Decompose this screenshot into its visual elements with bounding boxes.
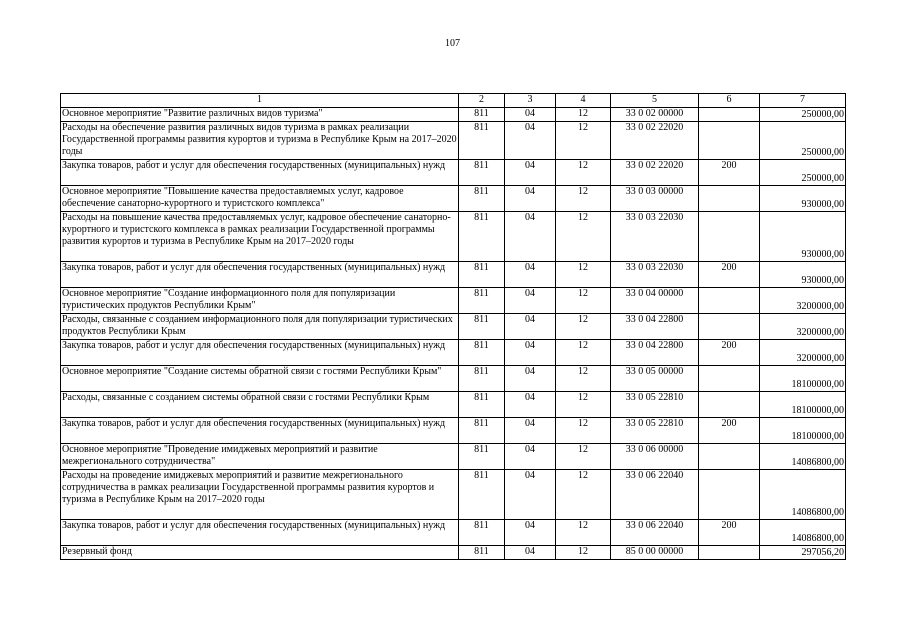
row-amount-cell: 3200000,00 bbox=[760, 314, 846, 340]
column-header-row bbox=[61, 94, 846, 108]
row-code-cell: 12 bbox=[556, 520, 611, 546]
row-code-cell: 33 0 04 22800 bbox=[611, 314, 699, 340]
row-code-cell: 04 bbox=[505, 186, 556, 212]
row-code-cell: 12 bbox=[556, 366, 611, 392]
row-amount-cell: 18100000,00 bbox=[760, 392, 846, 418]
row-code-cell: 33 0 05 00000 bbox=[611, 366, 699, 392]
row-code-cell: 33 0 06 22040 bbox=[611, 470, 699, 520]
row-code-cell: 12 bbox=[556, 262, 611, 288]
row-code-cell bbox=[699, 366, 760, 392]
row-code-cell: 12 bbox=[556, 314, 611, 340]
row-name-cell: Расходы на обеспечение развития различных видов туризма в рамках реализации Государственной программы развития курортов и туризма в Республике Крым на 2017–2020 годы bbox=[61, 122, 459, 160]
budget-table bbox=[60, 93, 846, 560]
row-code-cell: 12 bbox=[556, 186, 611, 212]
row-code-cell: 12 bbox=[556, 108, 611, 122]
row-code-cell: 12 bbox=[556, 418, 611, 444]
row-code-cell: 33 0 05 22810 bbox=[611, 392, 699, 418]
table-row bbox=[61, 160, 846, 186]
row-code-cell: 33 0 02 22020 bbox=[611, 160, 699, 186]
row-name-cell: Резервный фонд bbox=[61, 546, 459, 560]
row-code-cell: 04 bbox=[505, 470, 556, 520]
row-code-cell: 811 bbox=[459, 108, 505, 122]
table-row bbox=[61, 520, 846, 546]
row-name-cell: Закупка товаров, работ и услуг для обеспечения государственных (муниципальных) нужд bbox=[61, 262, 459, 288]
row-code-cell bbox=[699, 314, 760, 340]
row-code-cell: 811 bbox=[459, 392, 505, 418]
row-code-cell: 12 bbox=[556, 444, 611, 470]
row-code-cell: 811 bbox=[459, 340, 505, 366]
row-code-cell: 04 bbox=[505, 262, 556, 288]
row-name-cell: Основное мероприятие "Создание системы обратной связи с гостями Республики Крым" bbox=[61, 366, 459, 392]
row-code-cell: 811 bbox=[459, 520, 505, 546]
row-amount-cell: 18100000,00 bbox=[760, 418, 846, 444]
row-code-cell: 04 bbox=[505, 288, 556, 314]
table-row bbox=[61, 108, 846, 122]
row-code-cell: 33 0 06 22040 bbox=[611, 520, 699, 546]
row-code-cell: 33 0 02 00000 bbox=[611, 108, 699, 122]
row-amount-cell: 14086800,00 bbox=[760, 470, 846, 520]
table-row bbox=[61, 212, 846, 262]
row-name-cell: Закупка товаров, работ и услуг для обеспечения государственных (муниципальных) нужд bbox=[61, 340, 459, 366]
row-name-cell: Расходы, связанные с созданием системы обратной связи с гостями Республики Крым bbox=[61, 392, 459, 418]
row-code-cell: 811 bbox=[459, 122, 505, 160]
row-code-cell: 33 0 03 22030 bbox=[611, 212, 699, 262]
table-row bbox=[61, 444, 846, 470]
row-amount-cell: 930000,00 bbox=[760, 262, 846, 288]
table-row bbox=[61, 122, 846, 160]
row-amount-cell: 250000,00 bbox=[760, 160, 846, 186]
row-amount-cell: 3200000,00 bbox=[760, 288, 846, 314]
row-code-cell bbox=[699, 288, 760, 314]
row-code-cell: 33 0 02 22020 bbox=[611, 122, 699, 160]
row-code-cell: 811 bbox=[459, 444, 505, 470]
row-code-cell: 04 bbox=[505, 520, 556, 546]
row-code-cell bbox=[699, 392, 760, 418]
row-code-cell bbox=[699, 470, 760, 520]
row-code-cell: 12 bbox=[556, 160, 611, 186]
row-code-cell: 04 bbox=[505, 314, 556, 340]
column-header: 3 bbox=[505, 94, 556, 108]
row-amount-cell: 3200000,00 bbox=[760, 340, 846, 366]
row-code-cell bbox=[699, 108, 760, 122]
row-code-cell bbox=[699, 122, 760, 160]
row-code-cell: 811 bbox=[459, 186, 505, 212]
row-code-cell: 811 bbox=[459, 546, 505, 560]
row-code-cell: 200 bbox=[699, 340, 760, 366]
table-row bbox=[61, 366, 846, 392]
row-code-cell: 12 bbox=[556, 340, 611, 366]
row-code-cell: 200 bbox=[699, 418, 760, 444]
row-code-cell: 04 bbox=[505, 212, 556, 262]
row-code-cell bbox=[699, 546, 760, 560]
row-code-cell: 12 bbox=[556, 122, 611, 160]
row-code-cell: 85 0 00 00000 bbox=[611, 546, 699, 560]
column-header: 1 bbox=[61, 94, 459, 108]
row-code-cell: 811 bbox=[459, 262, 505, 288]
row-code-cell: 811 bbox=[459, 366, 505, 392]
table-row bbox=[61, 340, 846, 366]
row-code-cell: 33 0 04 00000 bbox=[611, 288, 699, 314]
row-code-cell: 811 bbox=[459, 212, 505, 262]
row-amount-cell: 14086800,00 bbox=[760, 444, 846, 470]
row-code-cell: 200 bbox=[699, 262, 760, 288]
row-amount-cell: 297056,20 bbox=[760, 546, 846, 560]
row-code-cell: 811 bbox=[459, 314, 505, 340]
column-header: 6 bbox=[699, 94, 760, 108]
row-code-cell: 33 0 05 22810 bbox=[611, 418, 699, 444]
table-row bbox=[61, 262, 846, 288]
row-code-cell: 04 bbox=[505, 546, 556, 560]
row-name-cell: Расходы, связанные с созданием информационного поля для популяризации туристических продуктов Республики Крым bbox=[61, 314, 459, 340]
row-name-cell: Расходы на повышение качества предоставляемых услуг, кадровое обеспечение санаторно-курортного и туристского комплекса в рамках реализации Государственной программы развития курортов и туризма в Республике Крым на 2017–2020 годы bbox=[61, 212, 459, 262]
row-code-cell: 04 bbox=[505, 444, 556, 470]
row-code-cell: 12 bbox=[556, 546, 611, 560]
row-name-cell: Закупка товаров, работ и услуг для обеспечения государственных (муниципальных) нужд bbox=[61, 520, 459, 546]
table-row bbox=[61, 546, 846, 560]
row-code-cell: 811 bbox=[459, 418, 505, 444]
table-row bbox=[61, 392, 846, 418]
row-code-cell: 12 bbox=[556, 392, 611, 418]
row-amount-cell: 18100000,00 bbox=[760, 366, 846, 392]
row-code-cell: 200 bbox=[699, 520, 760, 546]
row-code-cell: 33 0 06 00000 bbox=[611, 444, 699, 470]
column-header: 2 bbox=[459, 94, 505, 108]
row-code-cell: 04 bbox=[505, 108, 556, 122]
row-code-cell: 33 0 03 00000 bbox=[611, 186, 699, 212]
row-code-cell: 04 bbox=[505, 160, 556, 186]
column-header: 7 bbox=[760, 94, 846, 108]
row-amount-cell: 930000,00 bbox=[760, 212, 846, 262]
row-code-cell: 200 bbox=[699, 160, 760, 186]
row-amount-cell: 250000,00 bbox=[760, 122, 846, 160]
row-code-cell: 04 bbox=[505, 122, 556, 160]
row-code-cell: 811 bbox=[459, 288, 505, 314]
row-code-cell: 12 bbox=[556, 212, 611, 262]
row-code-cell: 811 bbox=[459, 160, 505, 186]
row-code-cell bbox=[699, 212, 760, 262]
row-name-cell: Закупка товаров, работ и услуг для обеспечения государственных (муниципальных) нужд bbox=[61, 418, 459, 444]
table-row bbox=[61, 314, 846, 340]
row-name-cell: Закупка товаров, работ и услуг для обеспечения государственных (муниципальных) нужд bbox=[61, 160, 459, 186]
page-number: 107 bbox=[445, 38, 460, 49]
row-name-cell: Расходы на проведение имиджевых мероприятий и развитие межрегионального сотрудничества в рамках реализации Государственной программы развития курортов и туризма в Республике Крым на 2017–2020 годы bbox=[61, 470, 459, 520]
table-row bbox=[61, 418, 846, 444]
table-row bbox=[61, 288, 846, 314]
row-code-cell: 04 bbox=[505, 366, 556, 392]
row-name-cell: Основное мероприятие "Проведение имиджевых мероприятий и развитие межрегионального сотрудничества" bbox=[61, 444, 459, 470]
row-code-cell: 12 bbox=[556, 288, 611, 314]
row-code-cell: 811 bbox=[459, 470, 505, 520]
row-code-cell bbox=[699, 444, 760, 470]
row-code-cell: 04 bbox=[505, 418, 556, 444]
table-row bbox=[61, 186, 846, 212]
row-name-cell: Основное мероприятие "Повышение качества предоставляемых услуг, кадровое обеспечение санаторно-курортного и туристского комплекса" bbox=[61, 186, 459, 212]
row-code-cell: 12 bbox=[556, 470, 611, 520]
row-name-cell: Основное мероприятие "Создание информационного поля для популяризации туристических продуктов Республики Крым" bbox=[61, 288, 459, 314]
row-code-cell: 33 0 03 22030 bbox=[611, 262, 699, 288]
column-header: 5 bbox=[611, 94, 699, 108]
row-code-cell: 33 0 04 22800 bbox=[611, 340, 699, 366]
row-code-cell: 04 bbox=[505, 392, 556, 418]
column-header: 4 bbox=[556, 94, 611, 108]
row-amount-cell: 14086800,00 bbox=[760, 520, 846, 546]
row-amount-cell: 250000,00 bbox=[760, 108, 846, 122]
table-row bbox=[61, 470, 846, 520]
row-name-cell: Основное мероприятие "Развитие различных видов туризма" bbox=[61, 108, 459, 122]
row-code-cell: 04 bbox=[505, 340, 556, 366]
row-code-cell bbox=[699, 186, 760, 212]
row-amount-cell: 930000,00 bbox=[760, 186, 846, 212]
